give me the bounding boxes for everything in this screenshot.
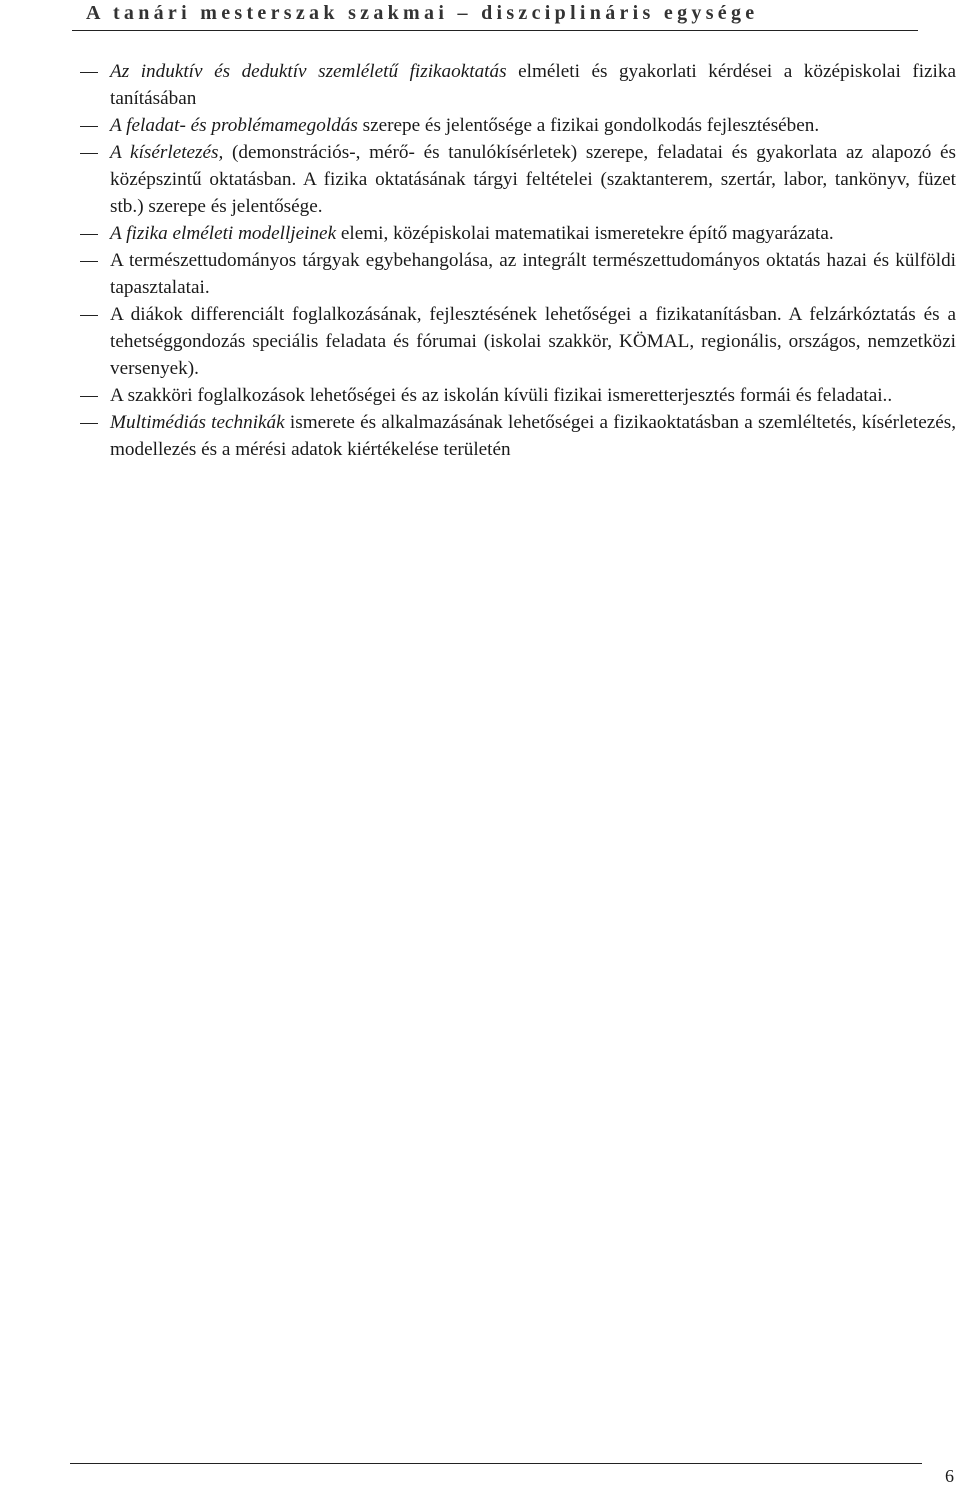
footer-rule <box>70 1463 922 1464</box>
item-emphasis: A kísérletezés, <box>110 142 224 163</box>
item-text: A diákok differenciált foglalkozásának, fejlesztésének lehetőségei a fizikatanításban. A felzárkóztatás és a tehetséggondozás speciális feladata és fórumai (iskolai szakkör, KÖMAL, regionális, országos, nemzetközi versenyek). <box>110 304 956 379</box>
header-rule <box>72 30 918 31</box>
item-text: (demonstrációs-, mérő- és tanulókísérletek) szerepe, feladatai és gyakorlata az alapozó és középszintű oktatásban. A fizika oktatásának tárgyi feltételei (szaktanterem, szertár, labor, tankönyv, füzet stb.) szerepe és jelentősége. <box>110 142 956 217</box>
item-text: szerepe és jelentősége a fizikai gondolkodás fejlesztésében. <box>357 115 820 136</box>
item-text: A szakköri foglalkozások lehetőségei és az iskolán kívüli fizikai ismeretterjesztés formái és feladatai.. <box>110 385 893 406</box>
bullet-list <box>78 58 956 463</box>
list-item <box>78 58 956 112</box>
item-emphasis: A fizika elméleti modelljeinek <box>110 223 337 244</box>
item-text: A természettudományos tárgyak egybehangolása, az integrált természettudományos oktatás hazai és külföldi tapasztalatai. <box>110 250 956 298</box>
list-item <box>78 301 956 382</box>
list-item <box>78 247 956 301</box>
list-item <box>78 112 956 139</box>
item-emphasis: Az induktív és deduktív szemléletű fizikaoktatás <box>110 61 507 82</box>
item-text: elemi, középiskolai matematikai ismeretekre építő magyarázata. <box>336 223 834 244</box>
item-text: ismerete és alkalmazásának lehetőségei a fizikaoktatásban a szemléltetés, kísérletezés, modellezés és a mérési adatok kiértékelése területén <box>110 412 957 460</box>
page-number: 6 <box>945 1466 954 1486</box>
item-emphasis: A feladat- és problémamegoldás <box>110 115 358 136</box>
list-item <box>78 139 956 220</box>
list-item <box>78 382 956 409</box>
list-item <box>78 220 956 247</box>
list-item <box>78 409 956 463</box>
item-emphasis: Multimédiás technikák <box>110 412 285 433</box>
item-text: elméleti és gyakorlati kérdései a középiskolai fizika tanításában <box>110 61 956 109</box>
running-header: A tanári mesterszak szakmai – diszciplináris egysége <box>86 2 759 24</box>
